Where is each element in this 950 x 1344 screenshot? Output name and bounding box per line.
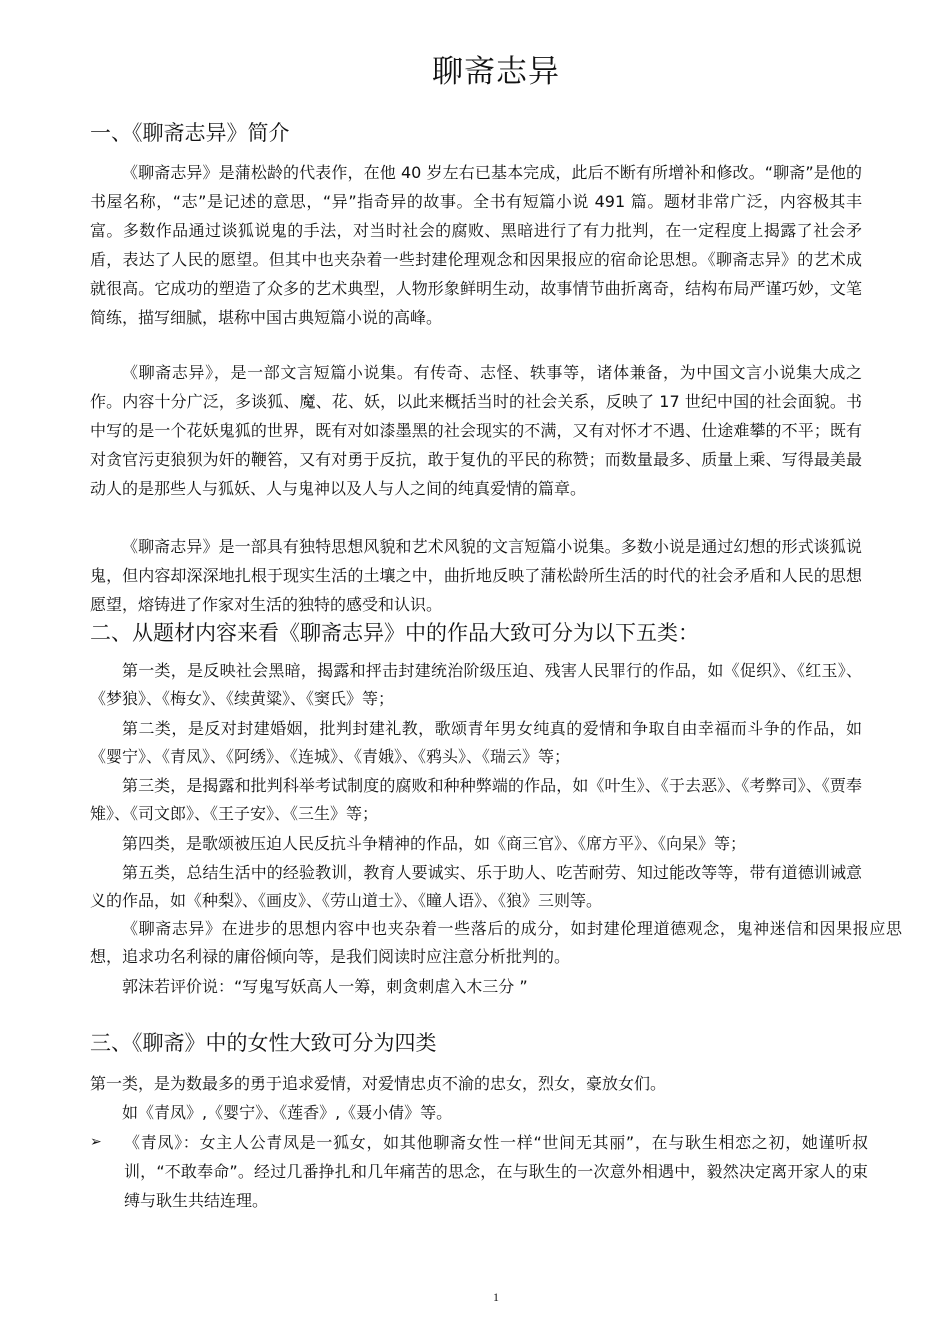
guo-moruo-quote: 郭沫若评价说：“写鬼写妖高人一筹，刺贪刺虐入木三分 ” — [122, 977, 528, 996]
bullet-qingfeng-text: 《青凤》：女主人公青凤是一狐女，如其他聊斋女性一样“世间无其丽”，在与耿生相恋之初，她谨听叔训，“不敢奉命”。经过几番挣扎和几年痛苦的思念，在与耿生的一次意外相遇中，毅然决定离开家人的束缚与耿生共结连理。 — [124, 1133, 868, 1210]
section-heading-women: 三、《聊斋》中的女性大致可分为四类 — [90, 1031, 437, 1055]
women-type-1-examples: 如《青凤》,《婴宁》、《莲香》,《聂小倩》等。 — [122, 1103, 453, 1122]
document-title: 聊斋志异 — [432, 54, 560, 90]
intro-paragraph-2: 《聊斋志异》，是一部文言短篇小说集。有传奇、志怪、轶事等，诸体兼备，为中国文言小说集大成之作。内容十分广泛，多谈狐、魔、花、妖，以此来概括当时的社会关系，反映了 17 世纪中国的社会面貌。书中写的是一个花妖鬼狐的世界，既有对如漆墨黑的社会现实的不满，又有对怀才不遇、仕途难攀的不平；既有对贪官污吏狼狈为奸的鞭笞，又有对勇于反抗，敢于复仇的平民的称赞；而数量最多、质量上乘、写得最美最动人的是那些人与狐妖、人与鬼神以及人与人之间的纯真爱情的篇章。 — [90, 363, 862, 498]
intro-paragraph-1: 《聊斋志异》是蒲松龄的代表作，在他 40 岁左右已基本完成，此后不断有所增补和修改。“聊斋”是他的书屋名称，“志”是记述的意思，“异”指奇异的故事。全书有短篇小说 491 篇。题材非常广泛，内容极其丰富。多数作品通过谈狐说鬼的手法，对当时社会的腐败、黑暗进行了有力批判，在一定程度上揭露了社会矛盾，表达了人民的愿望。但其中也夹杂着一些封建伦理观念和因果报应的宿命论思想。《聊斋志异》的艺术成就很高。它成功的塑造了众多的艺术典型，人物形象鲜明生动，故事情节曲折离奇，结构布局严谨巧妙，文笔简练，描写细腻，堪称中国古典短篇小说的高峰。 — [90, 163, 862, 327]
category-5: 第五类，总结生活中的经验教训，教育人要诚实、乐于助人、吃苦耐劳、知过能改等等，带有道德训诫意义的作品，如《种梨》、《画皮》、《劳山道士》、《瞳人语》、《狼》三则等。 — [90, 863, 862, 910]
category-4: 第四类，是歌颂被压迫人民反抗斗争精神的作品，如《商三官》、《席方平》、《向杲》等； — [122, 834, 747, 853]
bullet-qingfeng — [90, 1128, 880, 1215]
category-1: 第一类，是反映社会黑暗，揭露和抨击封建统治阶级压迫、残害人民罪行的作品，如《促织》、《红玉》、《梦狼》、《梅女》、《续黄粱》、《窦氏》等； — [90, 661, 862, 708]
category-3: 第三类，是揭露和批判科举考试制度的腐败和种种弊端的作品，如《叶生》、《于去恶》、《考弊司》、《贾奉雉》、《司文郎》、《王子安》、《三生》等； — [90, 776, 862, 823]
section-heading-categories: 二、从题材内容来看《聊斋志异》中的作品大致可分为以下五类： — [90, 621, 699, 645]
women-type-1: 第一类，是为数最多的勇于追求爱情，对爱情忠贞不渝的忠女，烈女，豪放女们。 — [90, 1074, 667, 1093]
critique-note: 《聊斋志异》在进步的思想内容中也夹杂着一些落后的成分，如封建伦理道德观念，鬼神迷信和因果报应思想，追求功名利禄的庸俗倾向等，是我们阅读时应注意分析批判的。 — [90, 919, 902, 966]
intro-paragraph-3: 《聊斋志异》是一部具有独特思想风貌和艺术风貌的文言短篇小说集。多数小说是通过幻想的形式谈狐说鬼，但内容却深深地扎根于现实生活的土壤之中，曲折地反映了蒲松龄所生活的时代的社会矛盾和人民的思想愿望，熔铸进了作家对生活的独特的感受和认识。 — [90, 537, 862, 614]
category-2: 第二类，是反对封建婚姻，批判封建礼教，歌颂青年男女纯真的爱情和争取自由幸福而斗争的作品，如《婴宁》、《青凤》、《阿绣》、《连城》、《青娥》、《鸦头》、《瑞云》等； — [90, 719, 862, 766]
arrow-bullet-icon: ➢ — [90, 1134, 102, 1150]
section-heading-intro: 一、《聊斋志异》简介 — [90, 121, 290, 145]
page-number: 1 — [493, 1290, 499, 1304]
document-page — [90, 0, 902, 1344]
